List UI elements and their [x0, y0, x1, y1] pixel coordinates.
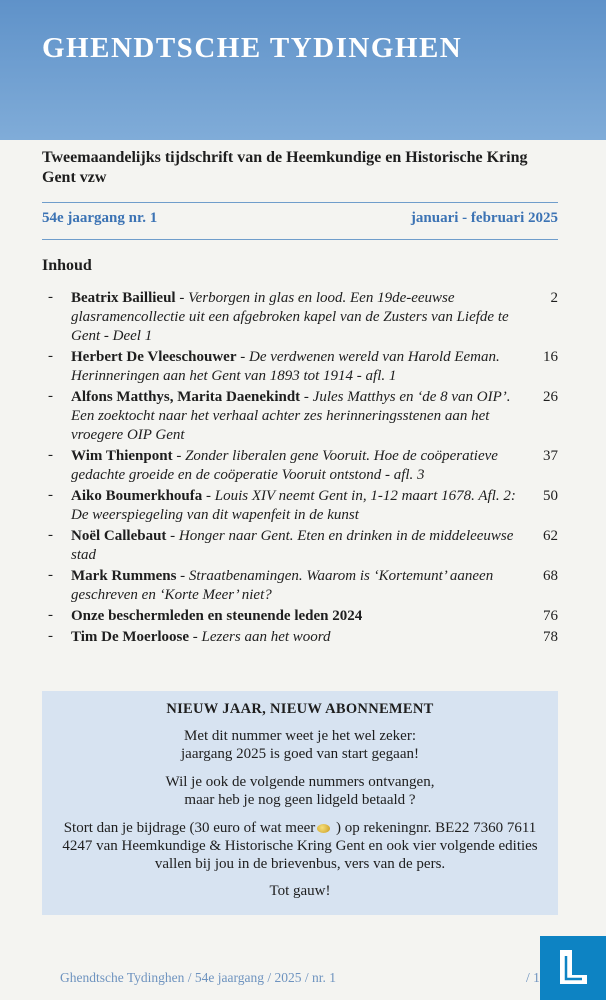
- toc-author: Mark Rummens: [71, 568, 177, 584]
- toc-author: Aiko Boumerkhoufa: [71, 488, 203, 504]
- divider-top: [42, 202, 558, 203]
- toc-item[interactable]: [48, 388, 560, 445]
- toc-author: Wim Thienpont: [71, 448, 173, 464]
- toc-title: Louis XIV neemt Gent in, 1-12 maart 1678. Afl. 2: De weerspiegeling van dit wapenfeit in de kunst: [71, 488, 516, 523]
- running-footer: Ghendtsche Tydinghen / 54e jaargang / 2025 / nr. 1: [60, 970, 337, 985]
- toc-item[interactable]: [48, 567, 560, 605]
- notice-closing: Tot gauw!: [269, 883, 331, 899]
- toc-item[interactable]: [48, 487, 560, 525]
- toc-title: Lezers aan het woord: [201, 629, 331, 645]
- toc-dash: -: [48, 388, 53, 404]
- toc-page-number: 62: [543, 528, 558, 544]
- toc-dash: -: [48, 567, 53, 583]
- toc-author: Tim De Moerloose: [71, 629, 190, 645]
- notice-line: Wil je ook de volgende nummers ontvangen,: [165, 774, 435, 790]
- toc-dash: -: [48, 628, 53, 644]
- toc-page-number: 78: [543, 629, 558, 645]
- toc-item[interactable]: [48, 607, 560, 626]
- toc-page-number: 2: [550, 290, 558, 306]
- toc-separator: -: [189, 629, 202, 645]
- marketplace-sticker: [540, 936, 606, 1000]
- toc-title: Straatbenamingen. Waarom is ‘Kortemunt’ aaneen geschreven en ‘Korte Meer’ niet?: [71, 568, 494, 603]
- toc-author: Alfons Matthys, Marita Daenekindt: [71, 389, 301, 405]
- notice-paragraph-3: [54, 819, 546, 873]
- toc-title: Zonder liberalen gene Vooruit. Hoe de coöperatieve gedachte groeide en de coöperatie Vooruit ontstond - afl. 3: [71, 448, 498, 483]
- toc-page-number: 76: [543, 608, 558, 624]
- issue-date: januari - februari 2025: [410, 210, 558, 226]
- journal-subtitle: Tweemaandelijks tijdschrift van de Heemkundige en Historische Kring Gent vzw: [42, 149, 528, 186]
- toc-dash: -: [48, 348, 53, 364]
- toc-item[interactable]: [48, 527, 560, 565]
- toc-item[interactable]: [48, 348, 560, 386]
- toc-author: Noël Callebaut: [71, 528, 167, 544]
- subscription-notice: [42, 691, 558, 915]
- toc-page-number: 26: [543, 389, 558, 405]
- coin-icon: [317, 824, 330, 833]
- toc-dash: -: [48, 487, 53, 503]
- toc-title: Honger naar Gent. Eten en drinken in de middeleeuwse stad: [71, 528, 514, 563]
- toc-separator: -: [172, 448, 186, 464]
- l-logo-icon: [551, 946, 593, 988]
- page-number: / 1: [526, 970, 540, 985]
- toc-page-number: 68: [543, 568, 558, 584]
- toc-page-number: 50: [543, 488, 558, 504]
- notice-line: maar heb je nog geen lidgeld betaald ?: [184, 792, 416, 808]
- toc-title: Jules Matthys en ‘de 8 van OIP’. Een zoektocht naar het verhaal achter zes herinneringsstenen aan het vroegere OIP Gent: [71, 389, 511, 443]
- table-of-contents: [48, 289, 560, 649]
- toc-item[interactable]: [48, 628, 560, 647]
- divider-bottom: [42, 239, 558, 240]
- toc-author: Herbert De Vleeschouwer: [71, 349, 237, 365]
- toc-title: Verborgen in glas en lood. Een 19de-eeuwse glasramencollectie uit een afgebroken kapel van de Zusters van Liefde te Gent - Deel 1: [71, 290, 509, 344]
- toc-page-number: 16: [543, 349, 558, 365]
- toc-dash: -: [48, 289, 53, 305]
- masthead-title: GHENDTSCHE TYDINGHEN: [42, 32, 463, 64]
- toc-separator: -: [175, 290, 189, 306]
- contents-heading: Inhoud: [42, 257, 92, 274]
- toc-separator: -: [300, 389, 313, 405]
- toc-dash: -: [48, 447, 53, 463]
- issue-volume: 54e jaargang nr. 1: [42, 210, 158, 226]
- toc-author: Onze beschermleden en steunende leden 2024: [71, 608, 363, 624]
- toc-dash: -: [48, 527, 53, 543]
- toc-author: Beatrix Baillieul: [71, 290, 176, 306]
- notice-paragraph-1: [54, 727, 546, 763]
- toc-separator: -: [202, 488, 215, 504]
- toc-separator: -: [166, 528, 179, 544]
- notice-text: Stort dan je bijdrage (30 euro of wat meer: [63, 820, 316, 836]
- toc-separator: -: [236, 349, 249, 365]
- toc-item[interactable]: [48, 447, 560, 485]
- notice-text: ) op rekeningnr. BE22 7360 7611 4247 van Heemkundige & Historische Kring Gent en ook vier volgende edities vallen bij jou in de brievenbus, vers van de pers.: [62, 820, 538, 872]
- toc-page-number: 37: [543, 448, 558, 464]
- toc-item[interactable]: [48, 289, 560, 346]
- masthead-banner: [0, 0, 606, 140]
- notice-line: jaargang 2025 is goed van start gegaan!: [181, 746, 419, 762]
- notice-paragraph-2: [54, 773, 546, 809]
- toc-separator: -: [176, 568, 189, 584]
- notice-heading: NIEUW JAAR, NIEUW ABONNEMENT: [166, 701, 434, 717]
- toc-title: De verdwenen wereld van Harold Eeman. Herinneringen aan het Gent van 1893 tot 1914 - afl. 1: [71, 349, 500, 384]
- toc-dash: -: [48, 607, 53, 623]
- notice-line: Met dit nummer weet je het wel zeker:: [184, 728, 416, 744]
